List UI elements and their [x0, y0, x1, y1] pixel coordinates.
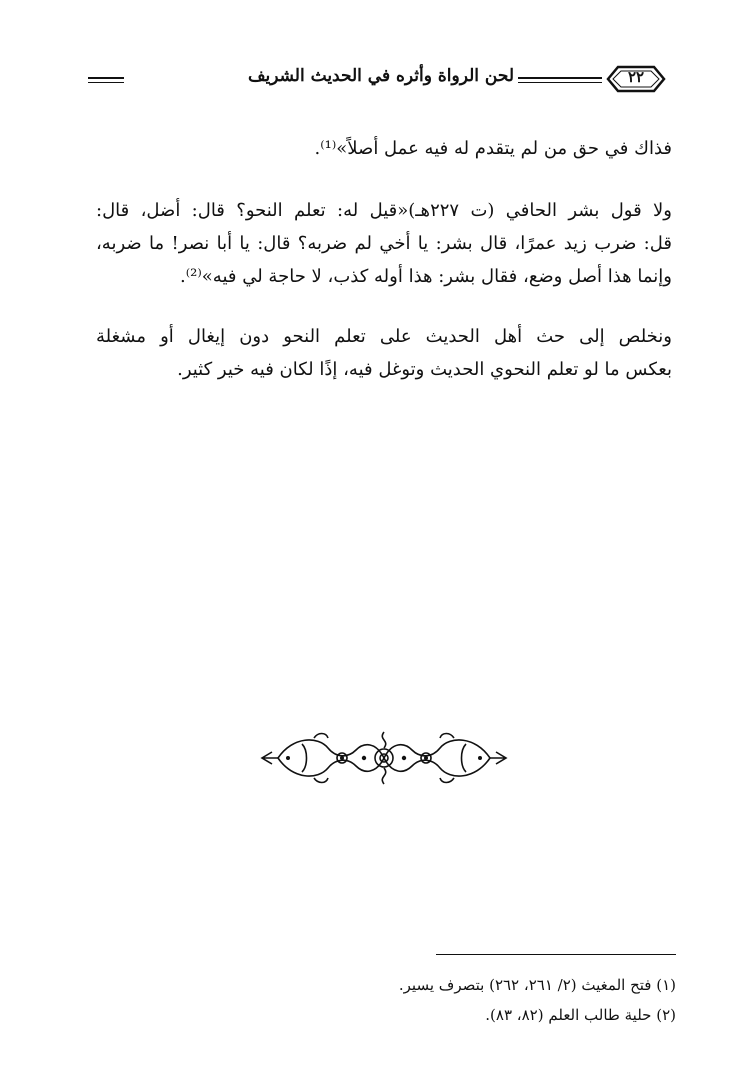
paragraph-line: بعكس ما لو تعلم النحوي الحديث وتوغل فيه، إذًا لكان فيه خير كثير. — [177, 359, 672, 380]
paragraph-line: ولا قول بشر الحافي (ت ٢٢٧هـ)«قيل له: تعلم النحو؟ قال: أضل، قال: — [96, 200, 672, 221]
section-ornament-icon — [258, 728, 510, 788]
running-header — [88, 62, 670, 102]
footnote-1: (١) فتح المغيث (٢/ ٢٦١، ٢٦٢) بتصرف يسير. — [398, 976, 676, 994]
paragraph-line: قل: ضرب زيد عمرًا، قال بشر: يا أخي لم ضربه؟ قال: يا أبا نصر! ما ضربه، — [96, 233, 672, 254]
footnote-separator — [436, 954, 676, 955]
paragraph-3 — [96, 320, 672, 386]
footnotes — [300, 970, 676, 1030]
paragraph-line: وإنما هذا أصل وضع، فقال بشر: هذا أوله كذب، لا حاجة لي فيه»⁽²⁾. — [180, 266, 672, 287]
header-title: لحن الرواة وأثره في الحديث الشريف — [247, 66, 514, 86]
paragraph-line: فذاك في حق من لم يتقدم له فيه عمل أصلاً»⁽¹⁾. — [314, 138, 672, 159]
header-rule-left — [88, 77, 124, 83]
footnote-2: (٢) حلية طالب العلم (٨٢، ٨٣). — [485, 1006, 676, 1024]
paragraph-2 — [96, 194, 672, 293]
paragraph-line: ونخلص إلى حث أهل الحديث على تعلم النحو دون إيغال أو مشغلة — [96, 326, 672, 347]
header-rule-right — [518, 77, 602, 83]
paragraph-1 — [96, 132, 672, 165]
page-number: ٢٢ — [627, 68, 645, 86]
